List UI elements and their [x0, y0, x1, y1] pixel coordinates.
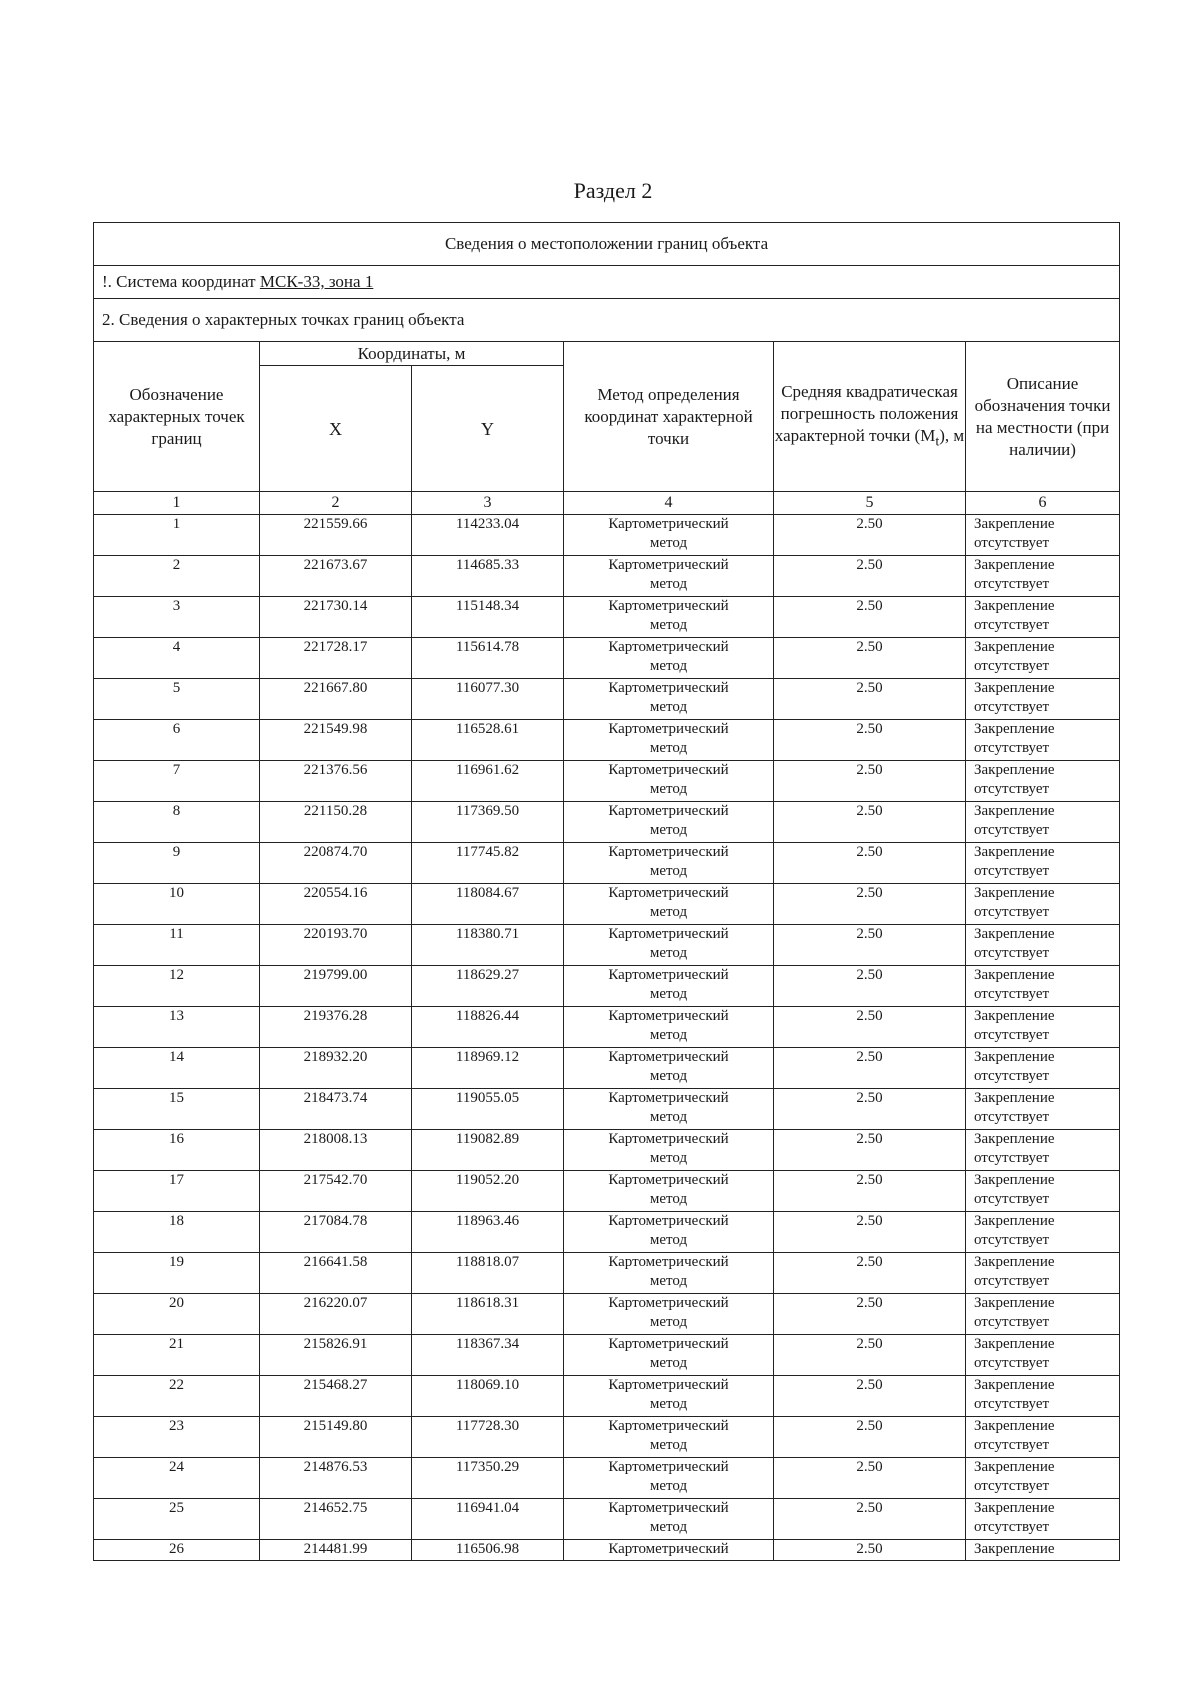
error-value: 2.50	[774, 802, 966, 843]
method: Картометрический	[564, 1540, 774, 1561]
description: Закрепление отсутствует	[966, 1253, 1120, 1294]
coordinate-x: 218473.74	[260, 1089, 412, 1130]
coordinate-y: 116528.61	[412, 720, 564, 761]
description: Закрепление отсутствует	[966, 1171, 1120, 1212]
description: Закрепление отсутствует	[966, 1417, 1120, 1458]
coordinate-y: 115148.34	[412, 597, 564, 638]
error-value: 2.50	[774, 1253, 966, 1294]
description: Закрепление отсутствует	[966, 1007, 1120, 1048]
boundary-points-table	[93, 222, 1120, 1561]
method: Картометрический метод	[564, 1089, 774, 1130]
method: Картометрический метод	[564, 679, 774, 720]
description: Закрепление отсутствует	[966, 925, 1120, 966]
column-number-3: 3	[412, 492, 564, 515]
point-number: 23	[94, 1417, 260, 1458]
coordinate-y: 116506.98	[412, 1540, 564, 1561]
method: Картометрический метод	[564, 1417, 774, 1458]
coordinate-x: 215468.27	[260, 1376, 412, 1417]
coordinate-y: 117728.30	[412, 1417, 564, 1458]
table-row	[94, 679, 1120, 720]
method: Картометрический метод	[564, 1335, 774, 1376]
column-number-6: 6	[966, 492, 1120, 515]
error-value: 2.50	[774, 1417, 966, 1458]
error-value: 2.50	[774, 1048, 966, 1089]
table-row	[94, 802, 1120, 843]
column-number-2: 2	[260, 492, 412, 515]
point-number: 8	[94, 802, 260, 843]
point-number: 12	[94, 966, 260, 1007]
coordinate-y: 118963.46	[412, 1212, 564, 1253]
error-value: 2.50	[774, 1376, 966, 1417]
method: Картометрический метод	[564, 1458, 774, 1499]
method: Картометрический метод	[564, 966, 774, 1007]
error-value: 2.50	[774, 720, 966, 761]
coordinate-x: 214481.99	[260, 1540, 412, 1561]
coordinate-y: 119082.89	[412, 1130, 564, 1171]
method: Картометрический метод	[564, 638, 774, 679]
point-number: 2	[94, 556, 260, 597]
description: Закрепление отсутствует	[966, 638, 1120, 679]
table-row	[94, 884, 1120, 925]
table-row	[94, 1458, 1120, 1499]
method: Картометрический метод	[564, 1048, 774, 1089]
description: Закрепление отсутствует	[966, 597, 1120, 638]
coordinate-system-value: МСК-33, зона 1	[259, 272, 374, 291]
table-row	[94, 966, 1120, 1007]
error-value: 2.50	[774, 761, 966, 802]
point-number: 17	[94, 1171, 260, 1212]
coordinate-y: 118969.12	[412, 1048, 564, 1089]
table-row	[94, 1499, 1120, 1540]
coordinate-y: 119055.05	[412, 1089, 564, 1130]
error-value: 2.50	[774, 1458, 966, 1499]
coordinate-x: 215149.80	[260, 1417, 412, 1458]
method: Картометрический метод	[564, 1376, 774, 1417]
point-number: 19	[94, 1253, 260, 1294]
method: Картометрический метод	[564, 761, 774, 802]
error-value: 2.50	[774, 1171, 966, 1212]
method: Картометрический метод	[564, 597, 774, 638]
coordinate-y: 118069.10	[412, 1376, 564, 1417]
header-y: Y	[412, 366, 564, 492]
column-number-1: 1	[94, 492, 260, 515]
description: Закрепление отсутствует	[966, 1130, 1120, 1171]
method: Картометрический метод	[564, 884, 774, 925]
coordinate-y: 117350.29	[412, 1458, 564, 1499]
error-value: 2.50	[774, 1130, 966, 1171]
coordinate-y: 117745.82	[412, 843, 564, 884]
coordinate-x: 221728.17	[260, 638, 412, 679]
table-row	[94, 1253, 1120, 1294]
coordinate-x: 221673.67	[260, 556, 412, 597]
error-value: 2.50	[774, 1007, 966, 1048]
description: Закрепление отсутствует	[966, 1499, 1120, 1540]
point-number: 7	[94, 761, 260, 802]
error-value: 2.50	[774, 925, 966, 966]
method: Картометрический метод	[564, 1294, 774, 1335]
method: Картометрический метод	[564, 720, 774, 761]
coordinate-x: 221150.28	[260, 802, 412, 843]
description: Закрепление отсутствует	[966, 1048, 1120, 1089]
coordinate-x: 220554.16	[260, 884, 412, 925]
table-row	[94, 1048, 1120, 1089]
description: Закрепление отсутствует	[966, 1089, 1120, 1130]
point-number: 15	[94, 1089, 260, 1130]
header-description: Описание обозначения точки на местности (при наличии)	[966, 342, 1120, 492]
error-value: 2.50	[774, 1335, 966, 1376]
header-error: Средняя квадратическая погрешность положения характерной точки $(М_t)$, м	[774, 342, 966, 492]
table-row	[94, 1130, 1120, 1171]
method: Картометрический метод	[564, 802, 774, 843]
coordinate-system-row	[94, 266, 1120, 299]
method: Картометрический метод	[564, 843, 774, 884]
error-value: 2.50	[774, 884, 966, 925]
coordinate-y: 118367.34	[412, 1335, 564, 1376]
coordinate-x: 218008.13	[260, 1130, 412, 1171]
description: Закрепление отсутствует	[966, 761, 1120, 802]
coordinate-x: 217084.78	[260, 1212, 412, 1253]
coordinate-y: 116961.62	[412, 761, 564, 802]
coordinate-y: 114685.33	[412, 556, 564, 597]
coordinate-x: 221559.66	[260, 515, 412, 556]
table-row	[94, 843, 1120, 884]
coordinate-y: 116077.30	[412, 679, 564, 720]
table-row	[94, 1294, 1120, 1335]
table-row	[94, 515, 1120, 556]
method: Картометрический метод	[564, 1130, 774, 1171]
coordinate-x: 217542.70	[260, 1171, 412, 1212]
point-number: 5	[94, 679, 260, 720]
coordinate-y: 117369.50	[412, 802, 564, 843]
point-number: 21	[94, 1335, 260, 1376]
description: Закрепление отсутствует	[966, 884, 1120, 925]
error-value: 2.50	[774, 1294, 966, 1335]
table-row	[94, 597, 1120, 638]
coordinate-x: 219799.00	[260, 966, 412, 1007]
table-row	[94, 638, 1120, 679]
table-row	[94, 1376, 1120, 1417]
coordinate-y: 116941.04	[412, 1499, 564, 1540]
header-coordinates: Координаты, м	[260, 342, 564, 366]
coordinate-x: 215826.91	[260, 1335, 412, 1376]
method: Картометрический метод	[564, 1007, 774, 1048]
coordinate-x: 221667.80	[260, 679, 412, 720]
table-row	[94, 1212, 1120, 1253]
column-numbers-row	[94, 492, 1120, 515]
coordinate-system-label: !. Система координат	[102, 272, 260, 291]
coordinate-y: 118084.67	[412, 884, 564, 925]
column-number-4: 4	[564, 492, 774, 515]
description: Закрепление отсутствует	[966, 1376, 1120, 1417]
error-value: 2.50	[774, 679, 966, 720]
description: Закрепление	[966, 1540, 1120, 1561]
description: Закрепление отсутствует	[966, 556, 1120, 597]
table-row	[94, 1417, 1120, 1458]
method: Картометрический метод	[564, 1212, 774, 1253]
coordinate-y: 118380.71	[412, 925, 564, 966]
method: Картометрический метод	[564, 1253, 774, 1294]
header-x: X	[260, 366, 412, 492]
method: Картометрический метод	[564, 556, 774, 597]
description: Закрепление отсутствует	[966, 515, 1120, 556]
table-row	[94, 1171, 1120, 1212]
coordinate-x: 216220.07	[260, 1294, 412, 1335]
point-number: 3	[94, 597, 260, 638]
coordinate-x: 221376.56	[260, 761, 412, 802]
table-row	[94, 720, 1120, 761]
coordinate-x: 216641.58	[260, 1253, 412, 1294]
error-value: 2.50	[774, 515, 966, 556]
error-value: 2.50	[774, 1540, 966, 1561]
coordinate-x: 214652.75	[260, 1499, 412, 1540]
table-row	[94, 1335, 1120, 1376]
error-value: 2.50	[774, 638, 966, 679]
error-value: 2.50	[774, 1499, 966, 1540]
point-number: 9	[94, 843, 260, 884]
error-value: 2.50	[774, 966, 966, 1007]
coordinate-y: 118826.44	[412, 1007, 564, 1048]
coordinate-x: 214876.53	[260, 1458, 412, 1499]
table-caption: Сведения о местоположении границ объекта	[94, 223, 1120, 266]
column-number-5: 5	[774, 492, 966, 515]
point-number: 16	[94, 1130, 260, 1171]
method: Картометрический метод	[564, 515, 774, 556]
coordinate-y: 119052.20	[412, 1171, 564, 1212]
point-number: 25	[94, 1499, 260, 1540]
header-method: Метод определения координат характерной точки	[564, 342, 774, 492]
coordinate-y: 114233.04	[412, 515, 564, 556]
coordinate-y: 118618.31	[412, 1294, 564, 1335]
point-number: 20	[94, 1294, 260, 1335]
points-section-title: 2. Сведения о характерных точках границ объекта	[94, 299, 1120, 342]
header-point-designation: Обозначение характерных точек границ	[94, 342, 260, 492]
table-row	[94, 925, 1120, 966]
coordinate-x: 221549.98	[260, 720, 412, 761]
description: Закрепление отсутствует	[966, 966, 1120, 1007]
description: Закрепление отсутствует	[966, 1294, 1120, 1335]
coordinate-x: 221730.14	[260, 597, 412, 638]
point-number: 18	[94, 1212, 260, 1253]
error-value: 2.50	[774, 1212, 966, 1253]
coordinate-y: 118818.07	[412, 1253, 564, 1294]
point-number: 10	[94, 884, 260, 925]
coordinate-y: 115614.78	[412, 638, 564, 679]
description: Закрепление отсутствует	[966, 1458, 1120, 1499]
table-row	[94, 1089, 1120, 1130]
table-row	[94, 761, 1120, 802]
error-value: 2.50	[774, 597, 966, 638]
point-number: 14	[94, 1048, 260, 1089]
description: Закрепление отсутствует	[966, 1335, 1120, 1376]
method: Картометрический метод	[564, 925, 774, 966]
point-number: 13	[94, 1007, 260, 1048]
section-title: Раздел 2	[573, 178, 653, 203]
error-value: 2.50	[774, 556, 966, 597]
point-number: 1	[94, 515, 260, 556]
point-number: 6	[94, 720, 260, 761]
coordinate-x: 219376.28	[260, 1007, 412, 1048]
table-row	[94, 1540, 1120, 1561]
coordinate-x: 220874.70	[260, 843, 412, 884]
error-value: 2.50	[774, 843, 966, 884]
coordinate-x: 220193.70	[260, 925, 412, 966]
coordinate-x: 218932.20	[260, 1048, 412, 1089]
description: Закрепление отсутствует	[966, 1212, 1120, 1253]
description: Закрепление отсутствует	[966, 843, 1120, 884]
point-number: 4	[94, 638, 260, 679]
method: Картометрический метод	[564, 1499, 774, 1540]
point-number: 26	[94, 1540, 260, 1561]
point-number: 22	[94, 1376, 260, 1417]
table-row	[94, 556, 1120, 597]
point-number: 11	[94, 925, 260, 966]
point-number: 24	[94, 1458, 260, 1499]
table-row	[94, 1007, 1120, 1048]
method: Картометрический метод	[564, 1171, 774, 1212]
description: Закрепление отсутствует	[966, 679, 1120, 720]
description: Закрепление отсутствует	[966, 802, 1120, 843]
description: Закрепление отсутствует	[966, 720, 1120, 761]
coordinate-y: 118629.27	[412, 966, 564, 1007]
error-value: 2.50	[774, 1089, 966, 1130]
